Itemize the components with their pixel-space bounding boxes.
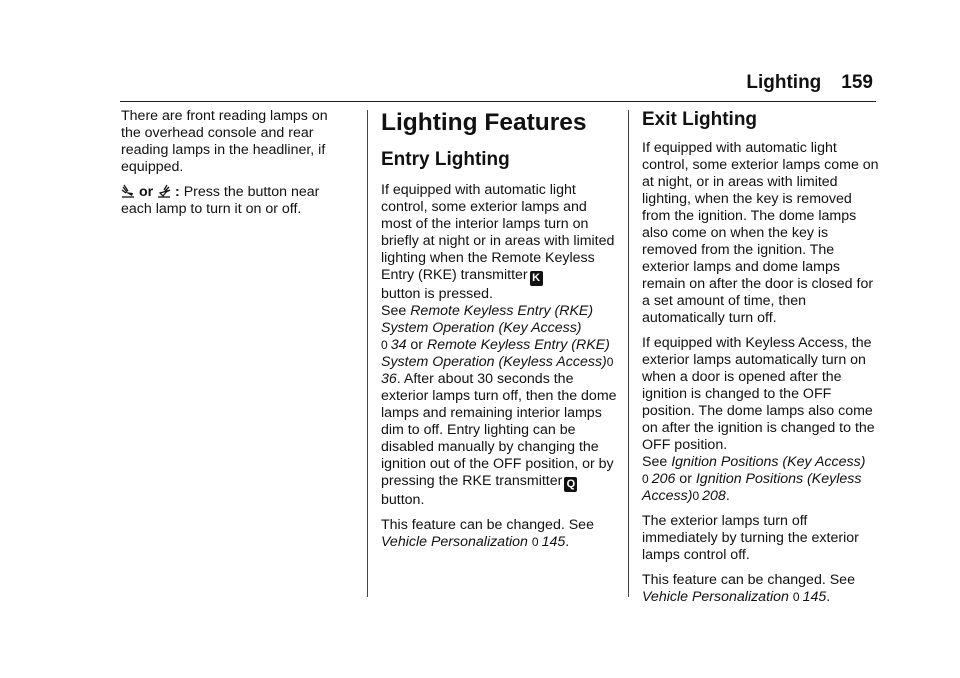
entry-lighting-text-a: If equipped with automatic light control, some exterior lamps and most of the interior lamps turn on briefly at night or in areas with limited lighting when the Remote Keyless Entry (RKE) transmitter [381, 182, 615, 283]
ref-rke-keyless-access[interactable]: Remote Keyless Entry (RKE) System Operation (Keyless Access) [381, 337, 610, 370]
column-divider-1 [367, 110, 368, 597]
entry-lighting-paragraph [381, 182, 617, 509]
entry-lighting-title: Entry Lighting [381, 149, 510, 170]
reading-lamps-instruction: Press the button near each lamp to turn it on or off. [121, 184, 320, 217]
page-ref-arrow-icon: 0 [792, 590, 800, 604]
entry-lighting-text-b: button is pressed. [381, 286, 493, 302]
ref-vehicle-personalization[interactable]: Vehicle Personalization [381, 534, 528, 550]
reading-lamp-right-icon [157, 184, 171, 198]
exit-lighting-paragraph-3: The exterior lamps turn off immediately by turning the exterior lamps control off. [642, 513, 859, 563]
reading-lamp-left-icon [121, 184, 135, 198]
or-label: or [138, 184, 154, 200]
see-label: See [381, 303, 411, 319]
ref-vehicle-personalization[interactable]: Vehicle Personalization [642, 589, 789, 605]
entry-lighting-personalization-paragraph [381, 517, 617, 551]
column-2 [381, 108, 617, 559]
ref-vehicle-personalization-page[interactable]: 145 [541, 534, 566, 550]
ref-ignition-key-access[interactable]: Ignition Positions (Key Access) [671, 454, 866, 470]
ref-rke-key-access-page[interactable]: 34 [390, 337, 407, 353]
ref-ignition-keyless-access-page[interactable]: 208 [702, 488, 726, 504]
page-ref-arrow-icon: 0 [642, 472, 649, 486]
period: . [725, 488, 730, 504]
or-text: or [406, 337, 427, 353]
period: . [826, 589, 831, 605]
page-header [746, 72, 873, 94]
reading-lamps-paragraph: There are front reading lamps on the overhead console and rear reading lamps in the headliner, if equipped. [121, 108, 328, 175]
page-ref-arrow-icon: 0 [381, 338, 388, 352]
ref-rke-keyless-access-page[interactable]: 36 [381, 371, 397, 387]
reading-lamps-button-paragraph [121, 184, 351, 218]
ref-ignition-keyless-access[interactable]: Ignition Positions (Keyless Access) [642, 471, 862, 504]
page-number: 159 [841, 72, 873, 93]
lighting-features-title: Lighting Features [381, 109, 587, 136]
exit-lighting-title: Exit Lighting [642, 109, 758, 130]
header-section-title: Lighting [746, 72, 822, 93]
feature-change-text: This feature can be changed. See [381, 517, 594, 533]
see-label: See [642, 454, 672, 470]
column-1 [121, 108, 351, 226]
colon-label: : [171, 184, 180, 200]
ref-ignition-key-access-page[interactable]: 206 [651, 471, 676, 487]
entry-lighting-text-c: . After about 30 seconds the exterior lamps turn off, then the dome lamps and remaining interior lamps dim to off. Entry lighting can be disabled manually by changing the ignition out of the OFF position, or by pressing the RKE transmitter [381, 371, 617, 489]
or-text: or [675, 471, 696, 487]
keyless-access-text: If equipped with Keyless Access, the exterior lamps automatically turn on when a door is opened after the ignition is changed to the OFF position. The dome lamps also come on after the ignition is changed to the OFF position. [642, 335, 875, 453]
ref-vehicle-personalization-page[interactable]: 145 [802, 589, 827, 605]
exit-lighting-paragraph-2 [642, 335, 880, 505]
header-divider [120, 101, 876, 102]
feature-change-text: This feature can be changed. See [642, 572, 855, 588]
period: . [565, 534, 570, 550]
page-ref-arrow-icon: 0 [531, 535, 539, 549]
page-ref-arrow-icon: 0 [606, 355, 614, 369]
ref-rke-key-access[interactable]: Remote Keyless Entry (RKE) System Operation (Key Access) [381, 303, 594, 336]
rke-unlock-icon: K [530, 271, 543, 286]
exit-lighting-personalization-paragraph [642, 572, 880, 606]
column-divider-2 [628, 110, 629, 597]
page-ref-arrow-icon: 0 [692, 489, 700, 503]
entry-lighting-text-d: button. [381, 492, 425, 508]
rke-lock-icon: Q [564, 477, 577, 492]
column-3 [642, 108, 880, 614]
exit-lighting-paragraph-1: If equipped with automatic light control, some exterior lamps come on at night, or in areas with limited lighting, when the key is removed from the ignition. The dome lamps also come on when the key is removed from the ignition. The exterior lamps and dome lamps remain on after the door is closed for a set amount of time, then automatically turn off. [642, 140, 879, 326]
